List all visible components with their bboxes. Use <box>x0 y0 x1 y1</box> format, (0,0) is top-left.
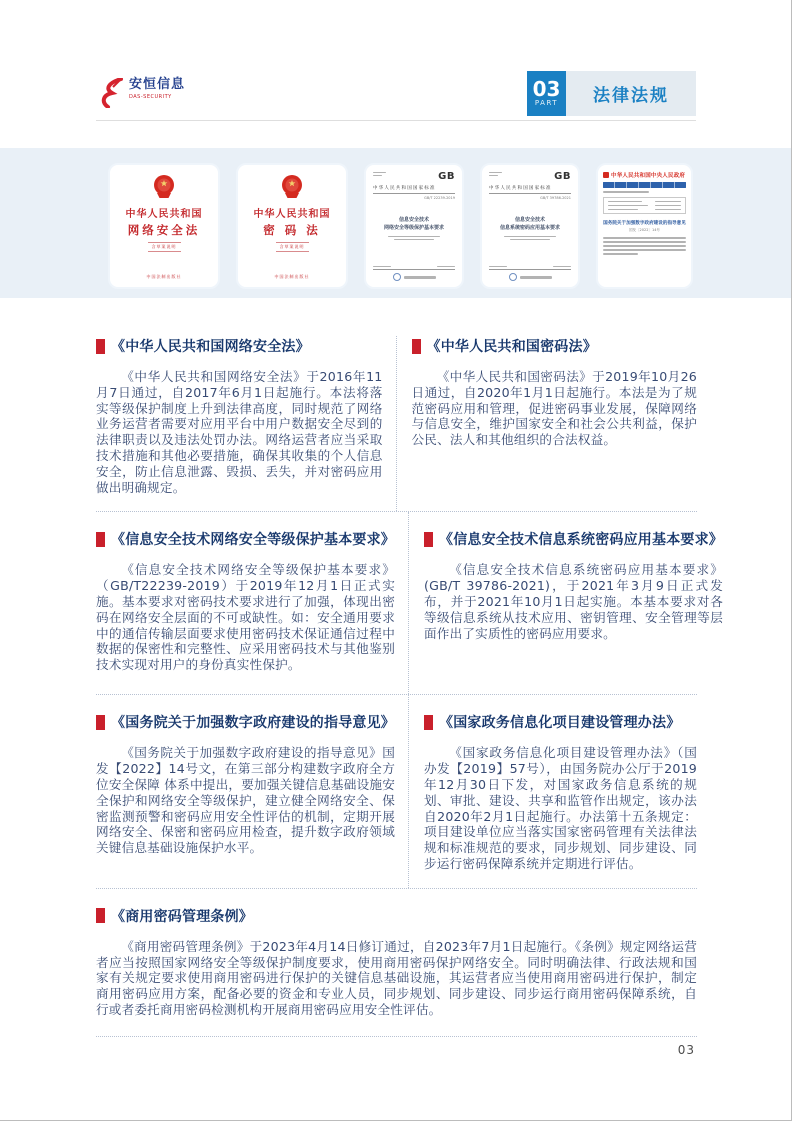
section-body: 《国务院关于加强数字政府建设的指导意见》国发【2022】14号文，在第三部分构建数字政府全方位安全保障 体系中提出，要加强关键信息基础设施安全保护和网络安全等级保护，建立健全网络安全、保密监测预警和密码应用安全性评估的机制，定期开展网络安全、保密和密码应用检查，提升数字政府领域关键信息基础设施保护水平。 <box>96 745 395 856</box>
gov-breadcrumb <box>603 191 649 193</box>
standard-dates <box>373 266 455 267</box>
logo <box>98 78 185 108</box>
cover-gov-webpage <box>596 163 693 289</box>
part-number: 03 <box>532 76 561 101</box>
section-title: 《中华人民共和国网络安全法》 <box>111 339 310 355</box>
logo-name: 安恒信息 <box>129 77 186 92</box>
red-square-bullet-icon <box>96 339 105 354</box>
section-body: 《中华人民共和国网络安全法》于2016年11月7日通过，自2017年6月1日起施行。本法将落实等级保护制度上升到法律高度，同时规范了网络业务运营者需要对应用平台中用户数据安全尽到的法律职责以及违法处罚办法。网络运营者应当采取技术措施和其他必要措施，确保其收集的个人信息安全，防止信息泄露、毁损、丢失，并对密码应用做出明确规定。 <box>96 369 383 495</box>
book-title-line2: 网络安全法 <box>127 223 201 237</box>
standard-code: GB/T 22239-2019 <box>424 196 455 200</box>
logo-tagline: DAS-SECURITY <box>129 94 172 101</box>
standard-header: 中华人民共和国国家标准 <box>489 186 552 191</box>
section-title: 《信息安全技术网络安全等级保护基本要求》 <box>111 532 395 549</box>
gov-site-name: 中华人民共和国中央人民政府 <box>611 173 686 179</box>
book-title-line1: 中华人民共和国 <box>253 209 331 220</box>
logo-swoosh-icon <box>98 78 124 108</box>
section-row-1 <box>96 336 697 512</box>
section-gbt39786 <box>409 512 723 694</box>
cover-gbt22239-standard <box>364 163 464 289</box>
section-row-3 <box>96 695 697 888</box>
sections-area <box>96 336 723 1037</box>
gb-logo: GB <box>554 171 571 182</box>
gov-meta-box <box>603 197 686 215</box>
book-subtitle: 含草案说明 <box>276 242 309 252</box>
standard-code: GB/T 39786-2021 <box>540 196 571 200</box>
standard-subtitle-lines <box>489 236 571 240</box>
standard-dates <box>489 266 571 267</box>
logo-text <box>129 78 185 100</box>
book-subtitle: 含草案说明 <box>148 242 181 252</box>
gov-nav-bar <box>603 182 686 188</box>
section-body: 《中华人民共和国密码法》于2019年10月26日通过，自2020年1月1日起施行。本法是为了规范密码应用和管理，促进密码事业发展，保障网络与信息安全，维护国家安全和社会公共利益，保护公民、法人和其他组织的合法权益。 <box>411 369 697 448</box>
section-digital-gov-guidance <box>96 695 409 887</box>
chapter-title: 法律法规 <box>566 71 696 116</box>
publisher-stamp-icon <box>393 273 401 281</box>
standard-title: 信息安全技术 信息系统密码应用基本要求 <box>499 217 560 231</box>
book-publisher: 中国法制出版社 <box>274 274 310 279</box>
covers-banner <box>0 148 792 298</box>
red-square-bullet-icon <box>96 532 105 547</box>
section-title: 《国务院关于加强数字政府建设的指导意见》 <box>111 715 395 732</box>
gb-logo: GB <box>438 171 455 182</box>
part-label: PART <box>534 98 559 107</box>
publisher-stamp-icon <box>509 273 517 281</box>
gov-emblem-icon <box>603 172 609 178</box>
gov-doc-number: 国发〔2022〕14号 <box>629 228 660 232</box>
red-square-bullet-icon <box>424 715 433 730</box>
standard-corner-marks <box>489 172 502 176</box>
book-publisher: 中国法制出版社 <box>146 274 182 279</box>
section-title: 《国家政务信息化项目建设管理办法》 <box>439 715 681 732</box>
section-cybersecurity-law <box>96 336 397 511</box>
national-emblem-icon <box>280 174 304 200</box>
section-body: 《信息安全技术信息系统密码应用基本要求》(GB/T 39786-2021)，于2021年3月9日正式发布，并于2021年10月1日起实施。本基本要求对各等级信息系统从技术应用、密钥管理、安全管理等层面作出了实质性的密码应用要求。 <box>424 562 723 641</box>
covers-strip <box>0 148 792 289</box>
cover-cybersecurity-law <box>108 163 220 289</box>
cover-cryptography-law <box>236 163 348 289</box>
part-badge <box>527 71 566 116</box>
gov-body-lines <box>603 237 686 255</box>
section-title: 《商用密码管理条例》 <box>111 908 253 925</box>
section-gbt22239 <box>96 512 409 694</box>
section-body: 《商用密码管理条例》于2023年4月14日修订通过，自2023年7月1日起施行。《条例》规定网络运营者应当按照国家网络安全等级保护制度要求，使用商用密码保护网络安全。同时明确法律、行政法规和国家有关规定要求使用商用密码进行保护的关键信息基础设施，其运营者应当使用商用密码进行保护，制定商用密码应用方案，配备必要的资金和专业人员，同步规划、同步建设、同步运行商用密码保障系统，自行或者委托商用密码检测机构开展商用密码应用安全性评估。 <box>96 938 697 1017</box>
standard-publisher <box>489 273 571 281</box>
standard-publisher <box>373 273 455 281</box>
national-emblem-icon <box>152 174 176 200</box>
standard-title: 信息安全技术 网络安全等级保护基本要求 <box>383 217 444 231</box>
gov-doc-title: 国务院关于加强数字政府建设的指导意见 <box>603 221 686 226</box>
header-divider <box>96 120 696 121</box>
standard-subtitle-lines <box>373 236 455 240</box>
section-body: 《国家政务信息化项目建设管理办法》（国办发【2019】57号），由国务院办公厅于2019年12月30日下发，对国家政务信息系统的规划、审批、建设、共享和监管作出规定，该办法自2020年2月1日起施行。办法第十五条规定：项目建设单位应当落实国家密码管理有关法律法规和标准规范的要求，同步规划、同步建设、同步运行密码保障系统并定期进行评估。 <box>424 745 697 871</box>
red-square-bullet-icon <box>96 715 105 730</box>
cover-gbt39786-standard <box>480 163 580 289</box>
section-body: 《信息安全技术网络安全等级保护基本要求》（GB/T22239-2019）于2019年12月1日正式实施。基本要求对密码技术要求进行了加强，体现出密码在网络安全层面的不可或缺性。如：安全通用要求中的通信传输层面要求使用密码技术保证通信过程中数据的保密性和完整性、应采用密码技术与其他鉴别技术实现对用户的身份真实性保护。 <box>96 562 395 673</box>
standard-header: 中华人民共和国国家标准 <box>373 186 436 191</box>
section-cryptography-law <box>397 336 698 511</box>
page-number: 03 <box>677 1043 695 1057</box>
section-row-2 <box>96 512 723 695</box>
book-title-line1: 中华人民共和国 <box>125 209 203 220</box>
red-square-bullet-icon <box>96 908 105 923</box>
section-egov-project-measures <box>409 695 697 887</box>
red-square-bullet-icon <box>412 339 421 354</box>
standard-corner-marks <box>373 172 386 176</box>
section-title: 《中华人民共和国密码法》 <box>426 339 597 355</box>
section-commercial-crypto-regulation <box>96 889 697 1037</box>
red-square-bullet-icon <box>424 532 433 547</box>
book-title-line2: 密 码 法 <box>263 223 321 237</box>
section-title: 《信息安全技术信息系统密码应用基本要求》 <box>439 532 723 549</box>
